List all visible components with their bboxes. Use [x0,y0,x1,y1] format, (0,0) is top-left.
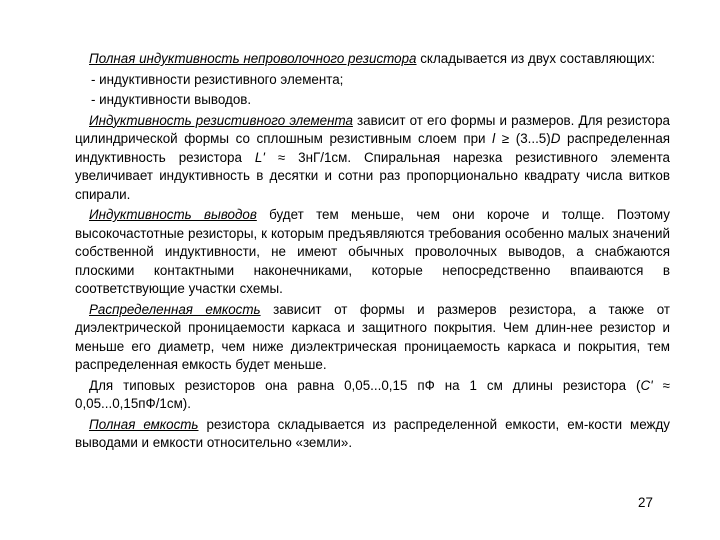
page-number: 27 [638,495,653,510]
paragraph-text: ≈ 3нГ/1см. Спиральная нарезка резистивного элемента увеличивает индуктивность в десятки и сотни раз пропорционально квадрату числа витков спирали. [75,149,670,202]
paragraph-text: резистора складывается из распределенной емкости, ем-кости между выводами и емкости относительно «земли». [75,416,670,450]
symbol-l-prime: L' [254,149,265,165]
slide-body [75,50,670,455]
symbol-c-prime: C' [640,377,653,393]
paragraph-typical-values [75,377,670,414]
paragraph-total-inductance [75,50,670,69]
term-element-inductance: Индуктивность резистивного элемента [89,112,353,128]
term-total-capacitance: Полная емкость [89,416,199,432]
paragraph-total-capacitance [75,416,670,453]
paragraph-distributed-capacitance [75,301,670,375]
paragraph-element-inductance [75,112,670,205]
paragraph-text: зависит от его формы и размеров. Для резистора цилиндрической формы со сплошным резистивным слоем при [75,112,670,146]
symbol-d: D [550,131,561,146]
list-item: - индуктивности выводов. [91,92,252,107]
paragraph-text: ≈ 0,05...0,15пФ/1см). [75,377,670,411]
term-total-inductance: Полная индуктивность непроволочного резистора [89,51,417,66]
paragraph-lead-inductance [75,206,670,299]
paragraph-text: распределенная индуктивность резистора [75,131,671,165]
paragraph-text: складывается из двух составляющих: [416,51,656,66]
paragraph-text: зависит от формы и размеров резистора, а также от диэлектрической проницаемости каркаса и защитного покрытия. Чем длин-нее резистор и меньше его диаметр, чем ниже диэлектрическая проницаемость каркаса и покрытия, тем распределенная емкость будет меньше. [75,301,670,372]
term-lead-inductance: Индуктивность выводов [89,207,257,222]
term-distributed-capacitance: Распределенная емкость [89,301,261,317]
paragraph-text: ≥ (3...5) [495,131,551,146]
symbol-l: l [492,131,496,146]
paragraph-text: будет тем меньше, чем они короче и толще. Поэтому высокочастотные резисторы, к которым предъявляются требования особенно малых значений собственной индуктивности, не имеют обычных проволочных выводов, а снабжаются плоскими контактными наконечниками, которые непосредственно впаиваются в соответствующие участки схемы. [75,207,670,296]
paragraph-text: Для типовых резисторов она равна 0,05...0,15 пФ на 1 см длины резистора ( [89,377,641,393]
list-item: - индуктивности резистивного элемента; [91,71,344,87]
